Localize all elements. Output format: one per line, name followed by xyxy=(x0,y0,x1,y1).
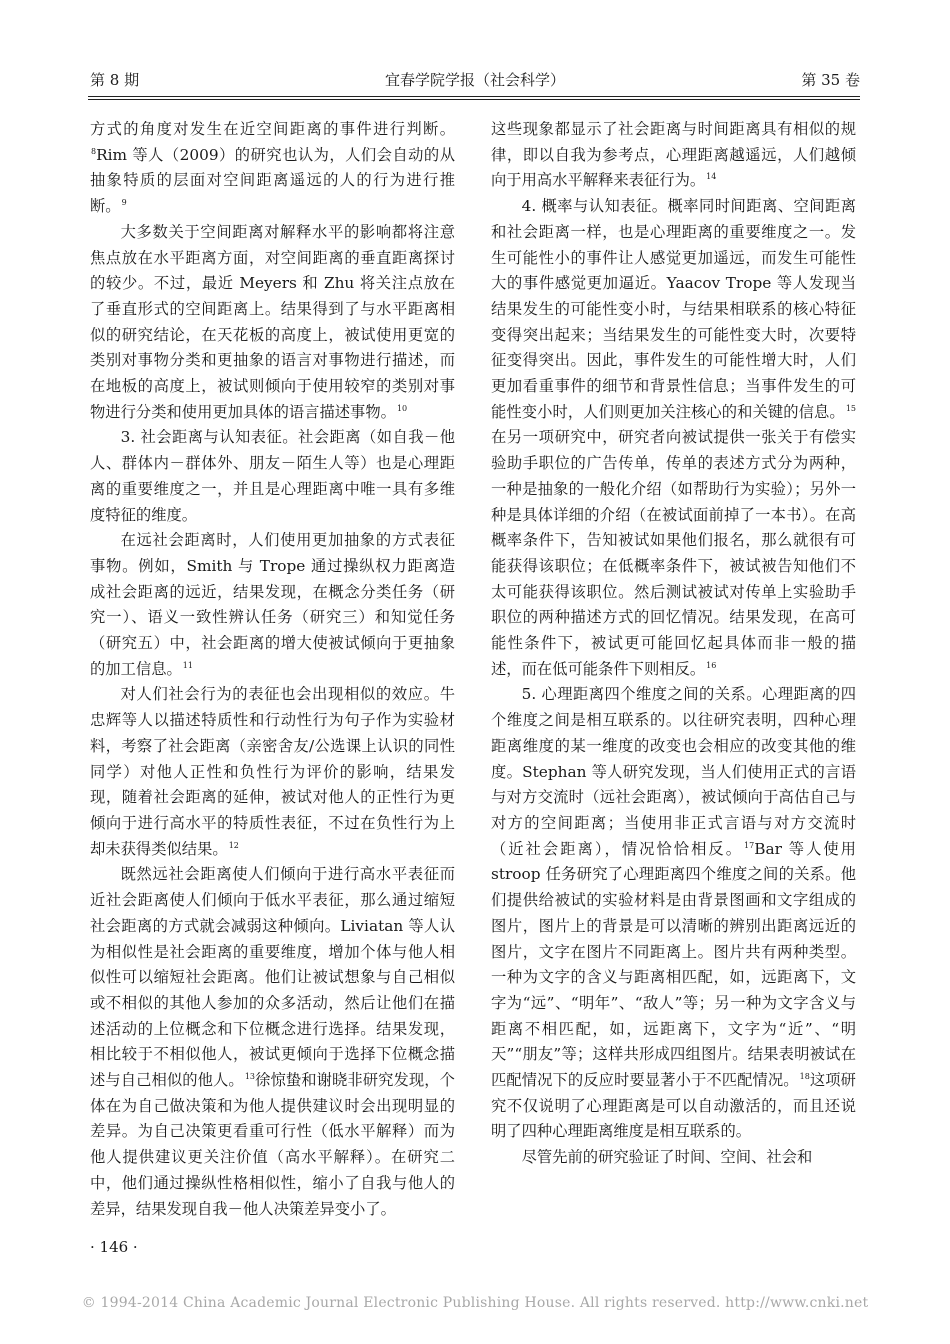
citation: 16 xyxy=(706,660,717,670)
citation: 18 xyxy=(799,1072,810,1082)
paragraph: 5. 心理距离四个维度之间的关系。心理距离的四个维度之间是相互联系的。以往研究表明，四种心理距离维度的某一维度的改变也会相应的改变其他的维度。Stephan 等人研究发现，当人们使用正式的言语与对方交流时（远社会距离），被试倾向于高估自己与对方的空间距离；当使用非正式言语与对方交流时（近社会距离），情况恰恰相反。$^{17}$Bar 等人使用 stroop 任务研究了心理距离四个维度之间的关系。他们提供给被试的实验材料是由背景图画和文字组成的图片，图片上的背景是可以清晰的辨别出距离远近的图片，文字在图片不同距离上。图片共有两种类型。一种为文字的含义与距离相匹配，如，远距离下，文字为“远”、“明年”、“敌人”等；另一种为文字含义与距离不相匹配，如，远距离下，文字为“近”、“明天”“朋友”等；这样共形成四组图片。结果表明被试在匹配情况下的反应时要显著小于不匹配情况。$^{18}$这项研究不仅说明了心理距离是可以自动激活的，而且还说明了四种心理距离维度是相互联系的。 xyxy=(491,685,856,1141)
issue-number: 第 8 期 xyxy=(90,71,140,89)
citation: 10 xyxy=(396,403,408,413)
citation: 11 xyxy=(182,660,193,670)
citation: 13 xyxy=(244,1072,256,1082)
citation: 12 xyxy=(228,840,239,850)
right-column xyxy=(491,117,856,1171)
paragraph: 大多数关于空间距离对解释水平的影响都将注意焦点放在水平距离方面，对空间距离的垂直距离探讨的较少。不过，最近 Meyers 和 Zhu 将关注点放在了垂直形式的空间距离上。结果得到了与水平距离相似的研究结论，在天花板的高度上，被试使用更宽的类别对事物分类和更抽象的语言对事物进行描述，而在地板的高度上，被试则倾向于使用较窄的类别对事物进行分类和使用更加具体的语言描述事物。$^{10}$ xyxy=(90,222,455,421)
citation: 8 xyxy=(91,146,97,156)
paragraph: 3. 社会距离与认知表征。社会距离（如自我－他人、群体内－群体外、朋友－陌生人等）也是心理距离的重要维度之一，并且是心理距离中唯一具有多维度特征的维度。 xyxy=(90,428,455,524)
paragraph: 对人们社会行为的表征也会出现相似的效应。牛忠辉等人以描述特质性和行动性行为句子作为实验材料，考察了社会距离（亲密舍友/公选课上认识的同性同学）对他人正性和负性行为评价的影响，结果发现，随着社会距离的延伸，被试对他人的正性行为更倾向于进行高水平的特质性表征，不过在负性行为上却未获得类似结果。$^{12}$ xyxy=(90,685,455,858)
left-column xyxy=(90,117,455,1222)
copyright-footer: © 1994-2014 China Academic Journal Electronic Publishing House. All rights reserved. http://www.cnki.net xyxy=(81,1295,869,1311)
volume-number: 第 35 卷 xyxy=(801,71,860,89)
paragraph: 既然远社会距离使人们倾向于进行高水平表征而近社会距离使人们倾向于低水平表征，那么通过缩短社会距离的方式就会减弱这种倾向。Liviatan 等人认为相似性是社会距离的重要维度，增加个体与他人相似性可以缩短社会距离。他们让被试想象与自己相似或不相似的其他人参加的众多活动，然后让他们在描述活动的上位概念和下位概念进行选择。结果发现，相比较于不相似他人，被试更倾向于选择下位概念描述与自己相似的他人。$^{13}$徐惊蛰和谢晓非研究发现，个体在为自己做决策和为他人提供建议时会出现明显的差异。为自己决策更看重可行性（低水平解释）而为他人提供建议更关注价值（高水平解释）。在研究二中，他们通过操纵性格相似性，缩小了自我与他人的差异，结果发现自我－他人决策差异变小了。 xyxy=(90,865,455,1218)
paragraph: 4. 概率与认知表征。概率同时间距离、空间距离和社会距离一样，也是心理距离的重要维度之一。发生可能性小的事件让人感觉更加遥远，而发生可能性大的事件感觉更加逼近。Yaacov Trope 等人发现当结果发生的可能性变小时，与结果相联系的核心特征变得突出起来；当结果发生的可能性变大时，次要特征变得突出。因此，事件发生的可能性增大时，人们更加看重事件的细节和背景性信息；当事件发生的可能性变小时，人们则更加关注核心的和关键的信息。$^{15}$在另一项研究中，研究者向被试提供一张关于有偿实验助手职位的广告传单，传单的表述方式分为两种，一种是抽象的一般化介绍（如帮助行为实验）；另外一种是具体详细的介绍（在被试面前掉了一本书）。在高概率条件下，告知被试如果他们报名，那么就很有可能获得该职位；在低概率条件下，被试被告知他们不太可能获得该职位。然后测试被试对传单上实验助手职位的两种描述方式的回忆情况。结果发现，在高可能性条件下，被试更可能回忆起具体而非一般的描述，而在低可能条件下则相反。$^{16}$ xyxy=(491,197,856,678)
header-rule xyxy=(88,96,860,100)
paragraph: 尽管先前的研究验证了时间、空间、社会和 xyxy=(521,1148,813,1167)
citation: 15 xyxy=(845,403,856,413)
paragraph: 方式的角度对发生在近空间距离的事件进行判断。$^8$Rim 等人（2009）的研究也认为，人们会自动的从抽象特质的层面对空间距离遥远的人的行为进行推断。$^9$ xyxy=(90,120,455,216)
citation: 9 xyxy=(121,198,127,208)
page-number: · 146 · xyxy=(90,1238,138,1256)
citation: 14 xyxy=(706,172,717,182)
journal-title: 宜春学院学报（社会科学） xyxy=(384,71,565,89)
paragraph: 在远社会距离时，人们使用更加抽象的方式表征事物。例如，Smith 与 Trope 通过操纵权力距离造成社会距离的远近，结果发现，在概念分类任务（研究一）、语义一致性辨认任务（研究三）和知觉任务（研究五）中，社会距离的增大使被试倾向于更抽象的加工信息。$^{11}$ xyxy=(90,531,455,678)
running-header xyxy=(90,66,860,94)
paragraph: 这些现象都显示了社会距离与时间距离具有相似的规律，即以自我为参考点，心理距离越遥远，人们越倾向于用高水平解释来表征行为。$^{14}$ xyxy=(491,120,856,190)
citation: 17 xyxy=(744,840,755,850)
